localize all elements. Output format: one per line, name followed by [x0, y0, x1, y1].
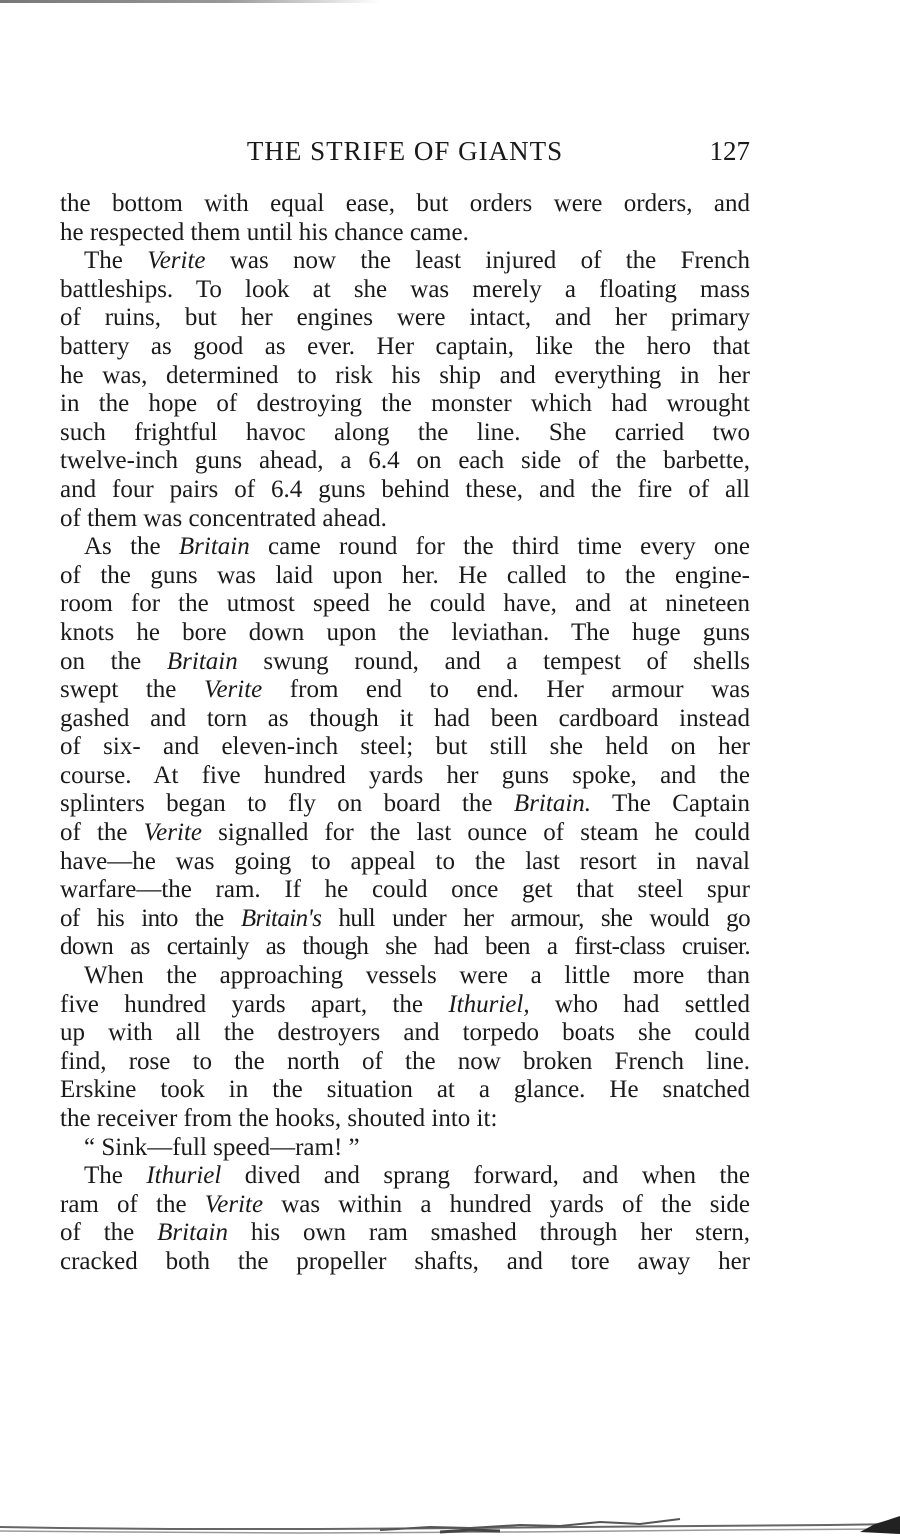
- text-line: of six- and eleven-inch steel; but still she held on her: [60, 733, 750, 761]
- text-line: gashed and torn as though it had been cardboard instead: [60, 704, 750, 732]
- text-segment: his own ram smashed through her stern,: [228, 1219, 750, 1247]
- text-line: down as certainly as though she had been a first-class cruiser.: [60, 933, 750, 961]
- text-line: of ruins, but her engines were intact, and her primary: [60, 304, 750, 332]
- text-line: When the approaching vessels were a little more than: [84, 962, 750, 990]
- text-line: [60, 533, 750, 562]
- text-line: [60, 247, 750, 276]
- italic-text: Britain's: [240, 904, 322, 932]
- text-segment: signalled for the last ounce of steam he could: [202, 819, 750, 847]
- italic-text: Britain: [178, 533, 250, 561]
- italic-text: Britain: [157, 1219, 228, 1247]
- text-segment: swung round, and a tempest of shells: [237, 647, 750, 675]
- text-line: Erskine took in the situation at a glance. He snatched: [60, 1076, 750, 1104]
- running-head: THE STRIFE OF GIANTS: [246, 136, 564, 166]
- text-segment: on the: [60, 647, 167, 675]
- italic-text: Britain: [166, 647, 238, 675]
- page-header: [60, 134, 750, 168]
- text-line: and four pairs of 6.4 guns behind these, and the fire of all: [60, 475, 750, 503]
- italic-text: Verite: [204, 1190, 264, 1218]
- text-line: find, rose to the north of the now broken French line.: [60, 1047, 750, 1075]
- text-line: [60, 819, 750, 848]
- text-line: battery as good as ever. Her captain, like the hero that: [60, 332, 750, 360]
- text-line: [60, 790, 750, 819]
- text-line: of the guns was laid upon her. He called to the engine-: [60, 561, 750, 589]
- text-segment: splinters began to fly on board the: [60, 790, 514, 818]
- text-line: [60, 648, 750, 677]
- text-line: warfare—the ram. If he could once get that steel spur: [60, 876, 750, 904]
- text-line: such frightful havoc along the line. She carried two: [60, 418, 750, 446]
- text-line: battleships. To look at she was merely a floating mass: [60, 275, 750, 303]
- text-line: room for the utmost speed he could have, and at nineteen: [60, 590, 750, 618]
- text-segment: As the: [84, 533, 179, 561]
- body-text: [60, 190, 750, 1277]
- text-segment: five hundred yards apart, the: [60, 990, 449, 1018]
- text-line: of them was concentrated ahead.: [60, 504, 387, 532]
- italic-text: Ithuriel: [146, 1162, 222, 1190]
- italic-text: Britain.: [513, 790, 592, 818]
- text-line: have—he was going to appeal to the last resort in naval: [60, 847, 750, 875]
- text-line: up with all the destroyers and torpedo boats she could: [60, 1019, 750, 1047]
- text-line: [60, 905, 750, 934]
- text-segment: The: [84, 247, 148, 275]
- text-line: [60, 991, 750, 1020]
- text-segment: hull under her armour, she would go: [321, 904, 750, 932]
- text-segment: from end to end. Her armour was: [262, 676, 750, 704]
- text-line: in the hope of destroying the monster which had wrought: [60, 390, 750, 418]
- italic-text: Ithuriel,: [448, 990, 530, 1018]
- italic-text: Verite: [147, 247, 206, 275]
- text-line: cracked both the propeller shafts, and tore away her: [60, 1247, 750, 1275]
- text-line: he respected them until his chance came.: [60, 218, 469, 246]
- text-line: knots he bore down upon the leviathan. The huge guns: [60, 618, 750, 646]
- page-number: 127: [709, 136, 750, 166]
- italic-text: Verite: [143, 819, 202, 847]
- text-line: he was, determined to risk his ship and everything in her: [60, 361, 750, 389]
- text-segment: came round for the third time every one: [249, 533, 750, 561]
- text-line: course. At five hundred yards her guns spoke, and the: [60, 761, 750, 789]
- text-segment: swept the: [60, 676, 204, 704]
- text-segment: of his into the: [60, 904, 241, 932]
- text-segment: of the: [60, 1219, 158, 1247]
- text-segment: who had settled: [529, 990, 750, 1018]
- text-line: the receiver from the hooks, shouted into it:: [60, 1105, 498, 1132]
- text-line: [60, 1162, 750, 1191]
- text-line: twelve-inch guns ahead, a 6.4 on each side of the barbette,: [60, 447, 750, 475]
- text-segment: was within a hundred yards of the side: [263, 1190, 750, 1218]
- text-segment: dived and sprang forward, and when the: [221, 1162, 750, 1190]
- text-line: [60, 1219, 750, 1248]
- scan-edge-bottom: [0, 1510, 900, 1536]
- text-segment: of the: [60, 819, 144, 847]
- italic-text: Verite: [203, 676, 263, 704]
- text-segment: The Captain: [591, 790, 750, 818]
- text-line: [60, 1191, 750, 1220]
- text-line: [60, 676, 750, 705]
- text-segment: The: [84, 1162, 147, 1190]
- text-segment: ram of the: [60, 1190, 205, 1218]
- text-line: the bottom with equal ease, but orders were orders, and: [60, 190, 750, 217]
- text-segment: was now the least injured of the French: [205, 247, 750, 275]
- text-line: “ Sink—full speed—ram! ”: [84, 1133, 360, 1161]
- scan-edge-top: [0, 0, 380, 3]
